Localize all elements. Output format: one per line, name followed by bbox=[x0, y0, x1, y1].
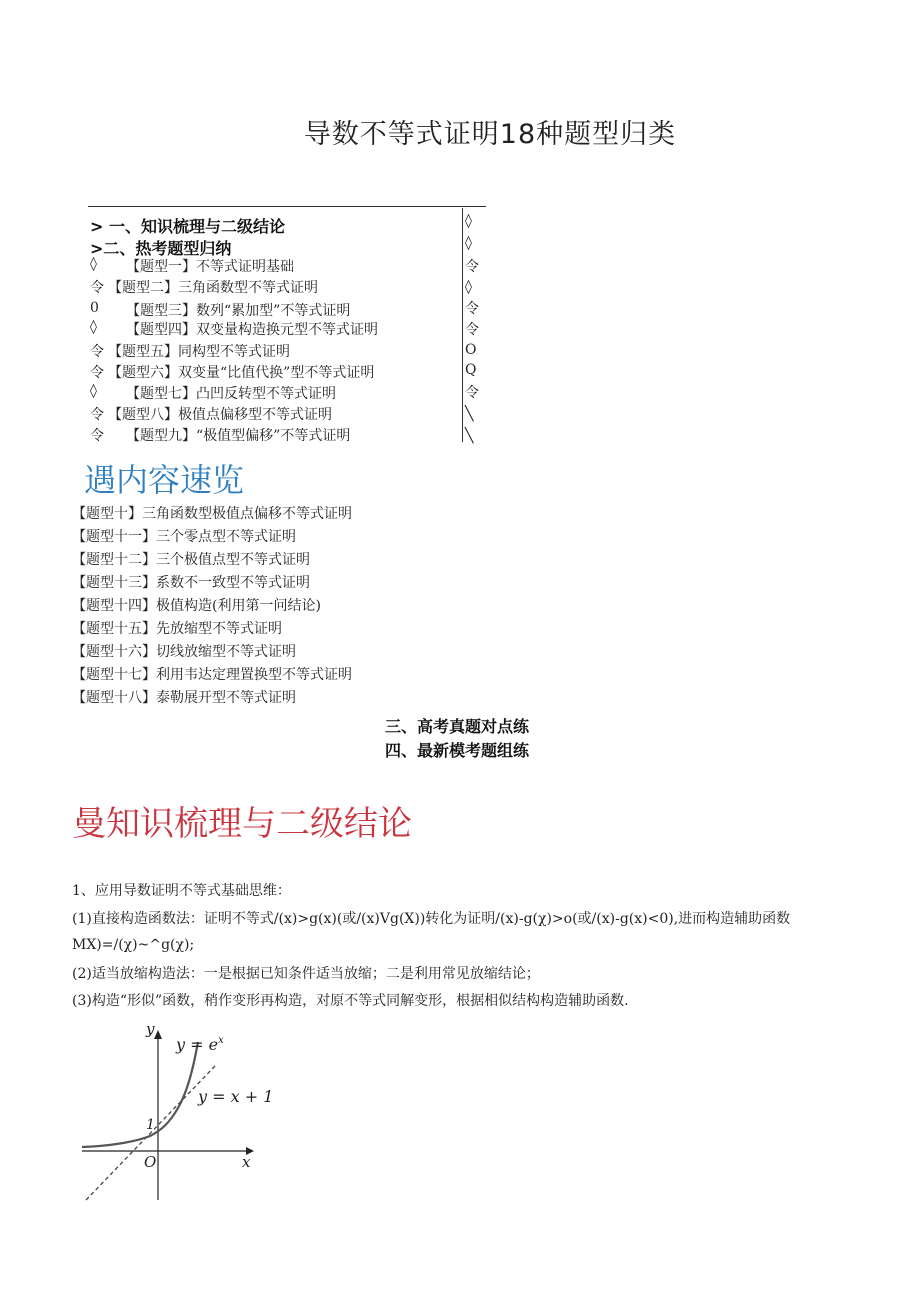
x-axis-label: x bbox=[242, 1153, 251, 1171]
toc-side-mark: 令 bbox=[465, 385, 479, 401]
toc-item[interactable]: 【题型三】数列“累加型”不等式证明 bbox=[126, 303, 351, 319]
toc-item-marker: 令 bbox=[90, 428, 104, 444]
toc-section-1[interactable]: > 一、知识梳理与二级结论 bbox=[90, 217, 285, 236]
body-line: MX)=/(χ)~^g(χ); bbox=[72, 937, 195, 953]
toc-section-4[interactable]: 四、最新模考题组练 bbox=[385, 741, 530, 760]
toc-item[interactable]: 【题型二】三角函数型不等式证明 bbox=[108, 280, 318, 296]
toc-item-marker: 令 bbox=[90, 280, 104, 296]
type-item[interactable]: 【题型十五】先放缩型不等式证明 bbox=[72, 621, 282, 637]
knowledge-heading bbox=[72, 796, 412, 845]
exp-tangent-graph bbox=[80, 1020, 290, 1205]
y-axis-label: y bbox=[146, 1020, 155, 1038]
toc-item[interactable]: 【题型一】不等式证明基础 bbox=[126, 259, 294, 275]
toc-side-mark: ◊ bbox=[465, 213, 472, 229]
tangent-line bbox=[86, 1066, 215, 1200]
toc-vertical-rule bbox=[462, 208, 463, 442]
type-item[interactable]: 【题型十】三角函数型极值点偏移不等式证明 bbox=[72, 506, 352, 522]
toc-item-marker: 令 bbox=[90, 365, 104, 381]
toc-item[interactable]: 【题型九】“极值型偏移”不等式证明 bbox=[126, 428, 351, 444]
toc-side-mark: ◊ bbox=[465, 235, 472, 251]
toc-item-marker: 令 bbox=[90, 344, 104, 360]
toc-item-marker: ◊ bbox=[90, 383, 97, 399]
curve-label: $y = e^x$ bbox=[176, 1035, 224, 1054]
intercept-label: 1 bbox=[146, 1117, 155, 1133]
origin-label: O bbox=[144, 1153, 157, 1171]
body-line: (2)适当放缩构造法：一是根据已知条件适当放缩；二是利用常见放缩结论； bbox=[72, 966, 540, 982]
toc-item-marker: ◊ bbox=[90, 256, 97, 272]
toc-side-mark: O bbox=[465, 342, 477, 358]
page-title: 导数不等式证明18种题型归类 bbox=[303, 119, 677, 150]
toc-side-mark: ╲ bbox=[465, 406, 474, 422]
toc-side-mark: 令 bbox=[465, 322, 479, 338]
toc-item[interactable]: 【题型七】凸凹反转型不等式证明 bbox=[126, 386, 336, 402]
body-line: 1、应用导数证明不等式基础思维： bbox=[72, 883, 291, 899]
overview-heading: 遇内容速览 bbox=[84, 461, 245, 499]
toc-item-marker: ◊ bbox=[90, 319, 97, 335]
toc-side-mark: ╲ bbox=[465, 428, 474, 444]
type-item[interactable]: 【题型十一】三个零点型不等式证明 bbox=[72, 529, 296, 545]
toc-side-mark: 令 bbox=[465, 259, 479, 275]
type-item[interactable]: 【题型十二】三个极值点型不等式证明 bbox=[72, 552, 310, 568]
y-axis-arrow bbox=[154, 1030, 162, 1039]
body-line: (3)构造“形似”函数，稍作变形再构造，对原不等式同解变形，根据相似结构构造辅助函数. bbox=[72, 993, 629, 1009]
line-label: y = x + 1 bbox=[198, 1087, 274, 1106]
body-line: (1)直接构造函数法：证明不等式/(x)>g(x)(或/(x)Vg(X))转化为证明/(x)-g(χ)>o(或/(x)-g(x)<0),进而构造辅助函数 bbox=[72, 911, 791, 927]
type-item[interactable]: 【题型十四】极值构造(利用第一问结论) bbox=[72, 598, 321, 614]
heading-symbol: 曼 bbox=[72, 804, 106, 844]
toc-side-mark: 令 bbox=[465, 301, 479, 317]
toc-section-2[interactable]: >二、热考题型归纳 bbox=[90, 239, 232, 258]
toc-item-marker: 令 bbox=[90, 407, 104, 423]
toc-top-rule bbox=[88, 206, 486, 207]
type-item[interactable]: 【题型十七】利用韦达定理置换型不等式证明 bbox=[72, 667, 352, 683]
toc-item-marker: 0 bbox=[90, 300, 99, 316]
toc-item[interactable]: 【题型四】双变量构造换元型不等式证明 bbox=[126, 322, 378, 338]
toc-side-mark: ◊ bbox=[465, 279, 472, 295]
heading-text: 知识梳理与二级结论 bbox=[106, 804, 412, 844]
toc-item[interactable]: 【题型八】极值点偏移型不等式证明 bbox=[108, 407, 332, 423]
exp-curve bbox=[82, 1042, 198, 1147]
toc-item[interactable]: 【题型五】同构型不等式证明 bbox=[108, 344, 290, 360]
toc-item[interactable]: 【题型六】双变量“比值代换”型不等式证明 bbox=[108, 365, 375, 381]
toc-section-3[interactable]: 三、高考真题对点练 bbox=[385, 717, 530, 736]
type-item[interactable]: 【题型十八】泰勒展开型不等式证明 bbox=[72, 690, 296, 706]
type-item[interactable]: 【题型十三】系数不一致型不等式证明 bbox=[72, 575, 310, 591]
toc-side-mark: Q bbox=[465, 362, 477, 378]
type-item[interactable]: 【题型十六】切线放缩型不等式证明 bbox=[72, 644, 296, 660]
